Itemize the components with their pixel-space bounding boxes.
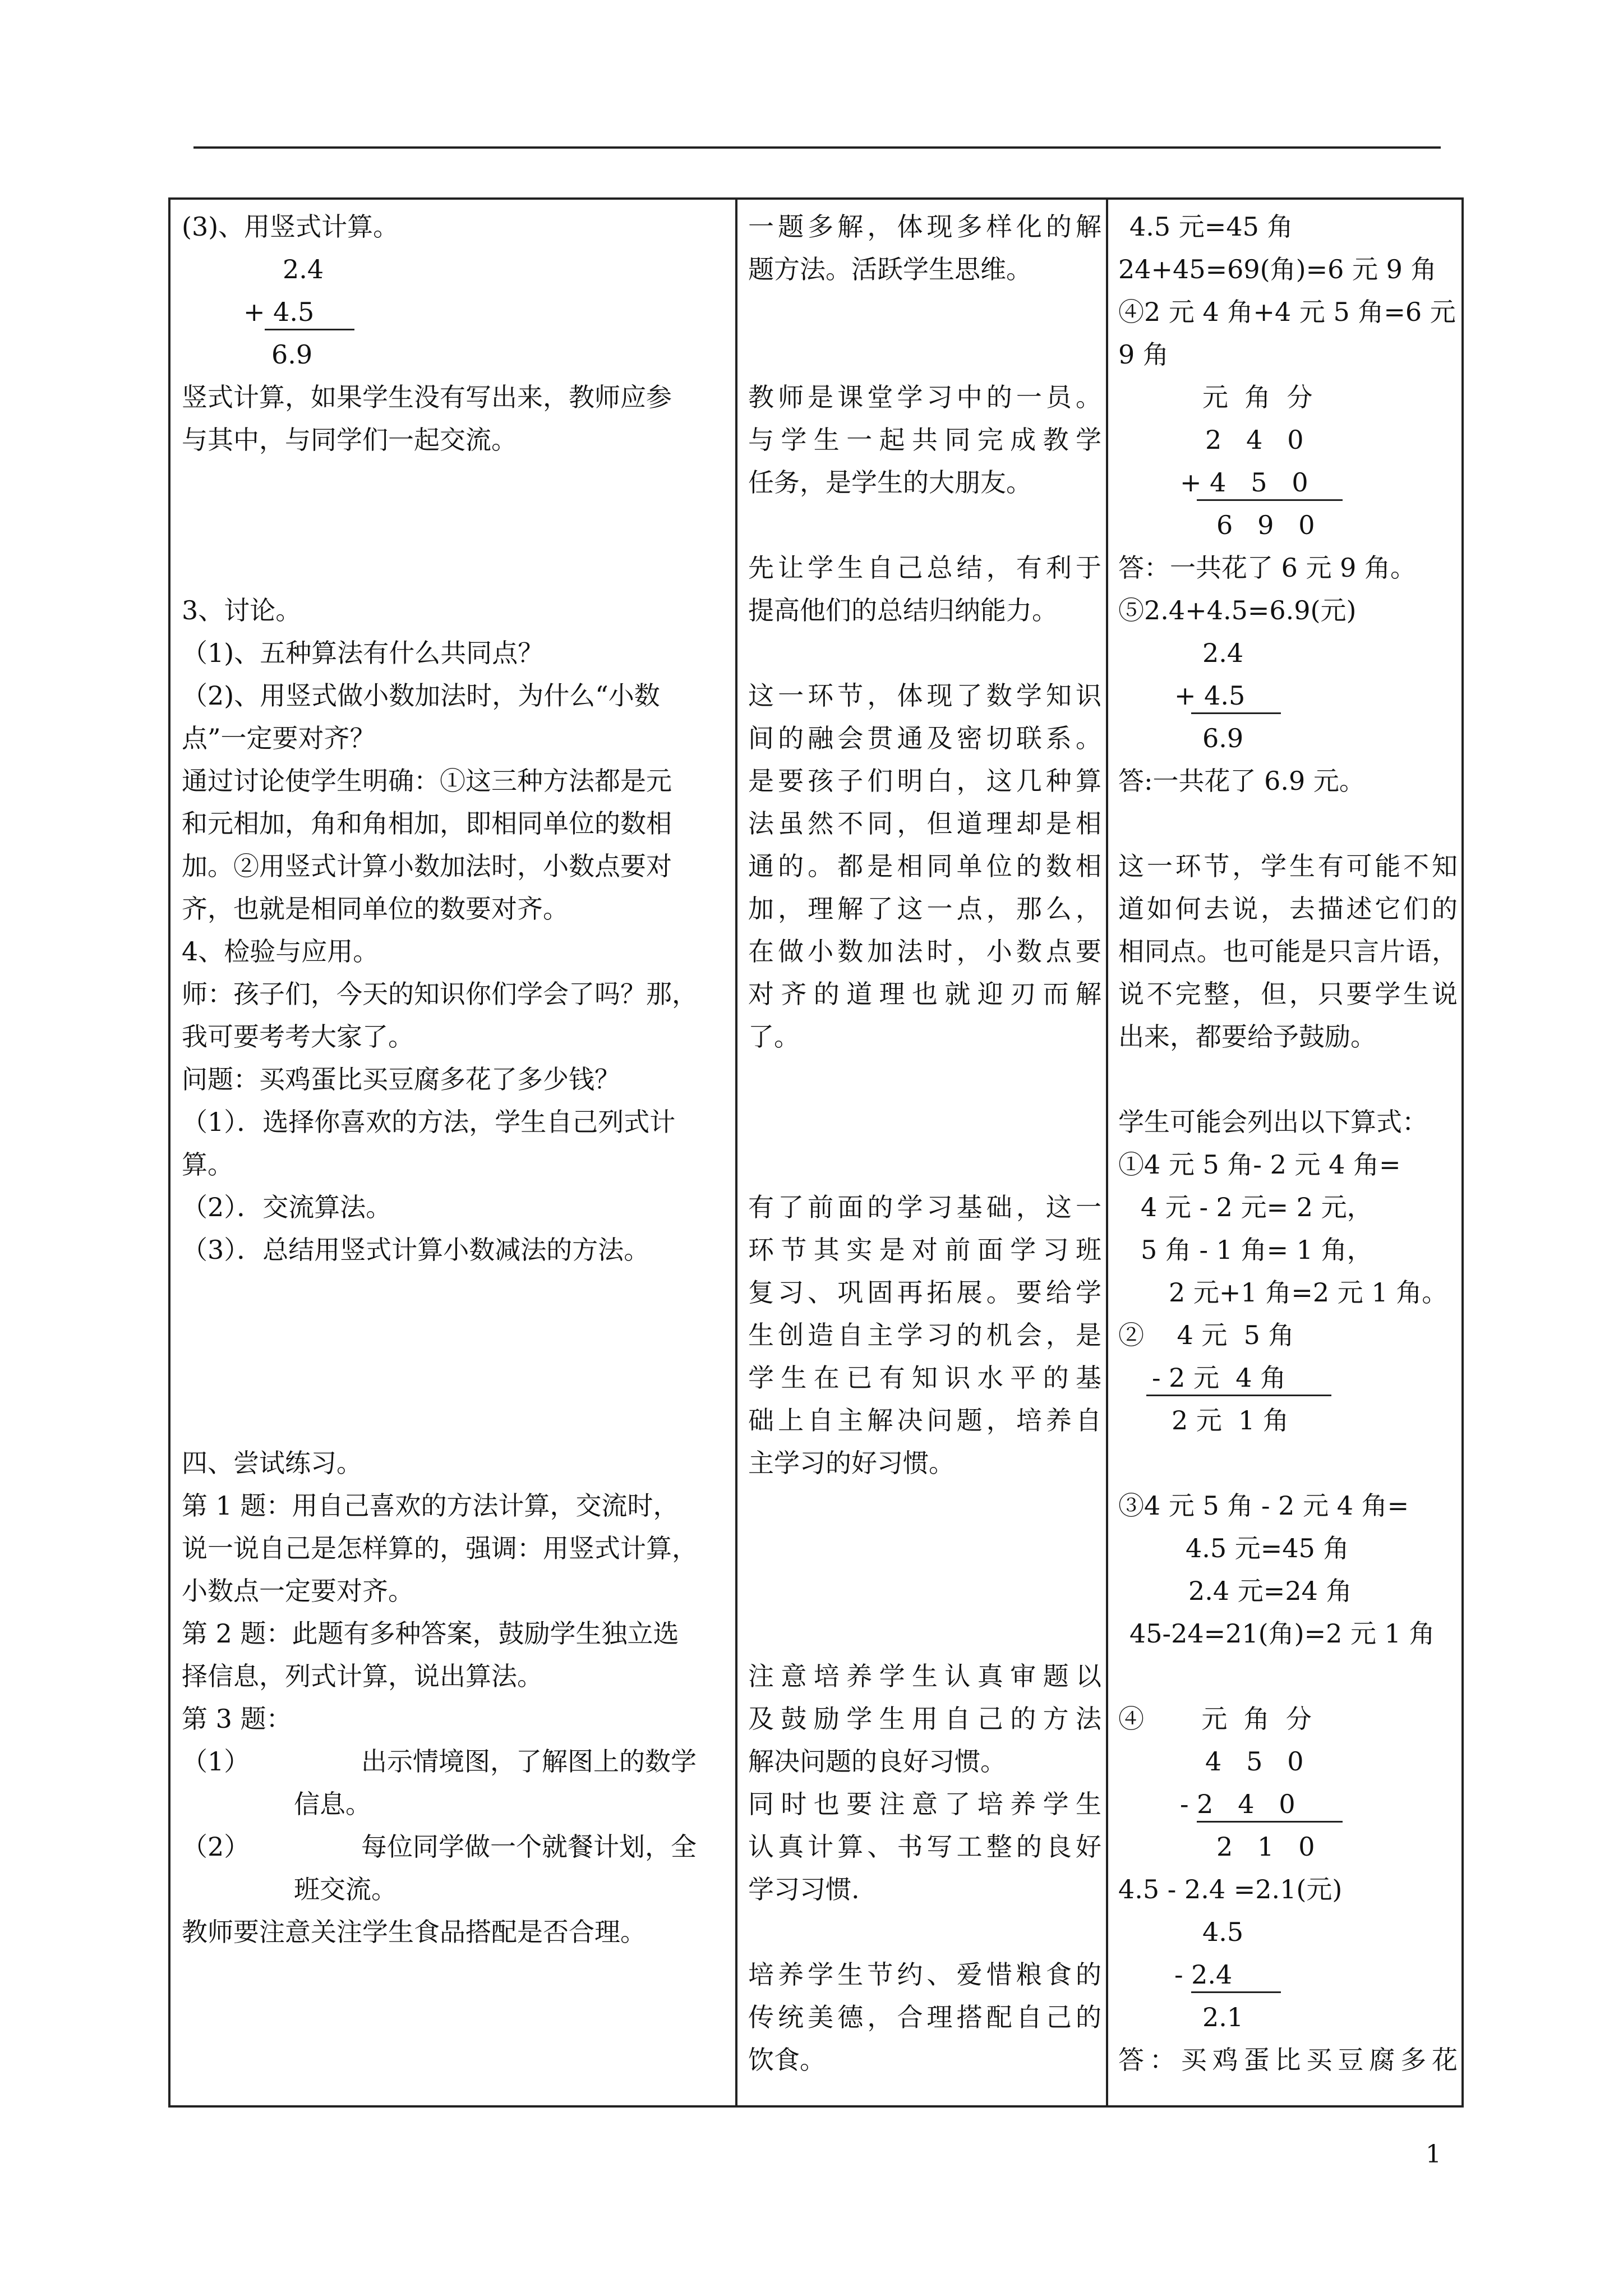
calc-underline: [1146, 1395, 1331, 1396]
vertical-calc-line: 2.4: [1202, 638, 1244, 668]
text-line: 第 3 题：: [182, 1704, 292, 1734]
calc-underline: [1197, 499, 1343, 501]
text-line: 与学生一起共同完成教学: [748, 425, 1101, 455]
text-line: 四、尝试练习。: [182, 1448, 362, 1478]
text-line: 注意培养学生认真审题以: [748, 1661, 1101, 1691]
text-line: 解决问题的良好习惯。: [748, 1746, 1006, 1777]
text-line: 第 1 题：用自己喜欢的方法计算，交流时，: [182, 1490, 679, 1521]
text-line: 加，理解了这一点，那么，: [748, 894, 1101, 924]
text-line: （1)、五种算法有什么共同点？: [182, 638, 544, 668]
vertical-calc-line: - 2.4: [1174, 1959, 1233, 1990]
text-line: 9 角: [1118, 339, 1169, 370]
calc-underline: [1197, 1821, 1343, 1823]
text-line: 传统美德，合理搭配自己的: [748, 2002, 1101, 2032]
text-line: ③4 元 5 角 - 2 元 4 角=: [1118, 1490, 1409, 1521]
text-line: 答：一共花了 6 元 9 角。: [1118, 553, 1417, 583]
text-line: 同时也要注意了培养学生: [748, 1789, 1101, 1819]
text-line: 这一环节，体现了数学知识: [748, 680, 1101, 711]
vertical-calc-line: - 2 元 4 角: [1152, 1363, 1287, 1393]
text-line: 4.5 元=45 角: [1129, 211, 1293, 242]
text-line: 2.4 元=24 角: [1188, 1576, 1352, 1606]
text-line: 4.5 - 2.4 =2.1(元): [1118, 1874, 1343, 1904]
calc-underline: [1191, 1991, 1281, 1993]
text-line: （3）．总结用竖式计算小数减法的方法。: [182, 1235, 650, 1265]
text-line: 信息。: [294, 1789, 371, 1819]
text-line: 4 元 - 2 元= 2 元，: [1141, 1192, 1373, 1222]
vertical-calc-line: + 4.5: [243, 297, 315, 327]
text-line: 有了前面的学习基础，这一: [748, 1192, 1101, 1222]
text-line: 答:一共花了 6.9 元。: [1118, 766, 1365, 796]
text-line: 竖式计算，如果学生没有写出来，教师应参: [182, 382, 672, 412]
text-line: 在做小数加法时，小数点要: [748, 936, 1101, 967]
text-line: 提高他们的总结归纳能力。: [748, 595, 1058, 625]
text-line: 生创造自主学习的机会，是: [748, 1320, 1101, 1350]
text-line: 4、检验与应用。: [182, 936, 379, 967]
vertical-calc-line: + 4.5: [1174, 680, 1246, 711]
text-line: ② 4 元 5 角: [1118, 1320, 1294, 1350]
text-line: （1）．选择你喜欢的方法，学生自己列式计: [182, 1107, 676, 1137]
text-line: 算。: [182, 1149, 233, 1180]
text-line: 通的。都是相同单位的数相: [748, 851, 1101, 881]
text-line: 认真计算、书写工整的良好: [748, 1832, 1101, 1862]
text-line: （2）: [182, 1832, 250, 1862]
calc-underline: [1191, 712, 1281, 714]
text-line: 学生在已有知识水平的基: [748, 1363, 1101, 1393]
text-line: 和元相加，角和角相加，即相同单位的数相: [182, 808, 672, 839]
text-line: 师：孩子们，今天的知识你们学会了吗？那，: [182, 979, 698, 1009]
text-line: 教师要注意关注学生食品搭配是否合理。: [182, 1917, 646, 1947]
text-line: 环节其实是对前面学习班: [748, 1235, 1101, 1265]
vertical-calc-line: 4.5: [1202, 1917, 1244, 1947]
vertical-calc-line: 元 角 分: [1202, 382, 1313, 412]
vertical-calc-line: 2 元 1 角: [1172, 1405, 1289, 1435]
text-line: 每位同学做一个就餐计划，全: [361, 1832, 697, 1862]
text-line: 这一环节，学生有可能不知: [1118, 851, 1458, 881]
text-line: 2 元+1 角=2 元 1 角。: [1169, 1277, 1448, 1308]
text-line: 24+45=69(角)=6 元 9 角: [1118, 254, 1437, 284]
vertical-calc-line: 2.1: [1202, 2002, 1244, 2032]
vertical-calc-line: 6.9: [271, 339, 313, 370]
text-line: 出来，都要给予鼓励。: [1118, 1022, 1376, 1052]
text-line: 齐，也就是相同单位的数要对齐。: [182, 894, 569, 924]
text-line: 相同点。也可能是只言片语，: [1118, 936, 1458, 967]
text-line: 加。②用竖式计算小数加法时，小数点要对: [182, 851, 672, 881]
text-line: （2)、用竖式做小数加法时，为什么“小数: [182, 680, 660, 711]
text-line: ④2 元 4 角+4 元 5 角=6 元: [1118, 297, 1456, 327]
vertical-calc-line: 2 1 0: [1216, 1832, 1315, 1862]
vertical-calc-line: 2 4 0: [1205, 425, 1304, 455]
vertical-calc-line: 2.4: [283, 254, 324, 284]
text-line: 主学习的好习惯。: [748, 1448, 955, 1478]
text-line: 小数点一定要对齐。: [182, 1576, 414, 1606]
text-line: 对齐的道理也就迎刃而解: [748, 979, 1101, 1009]
text-line: 复习、巩固再拓展。要给学: [748, 1277, 1101, 1308]
teaching-process-column: [182, 200, 734, 2105]
vertical-calc-line: 4 5 0: [1205, 1746, 1304, 1777]
text-line: 了。: [748, 1022, 800, 1052]
text-line: 教师是课堂学习中的一员。: [748, 382, 1101, 412]
column-separator: [1106, 200, 1108, 2105]
text-line: 及鼓励学生用自己的方法: [748, 1704, 1101, 1734]
text-line: 3、讨论。: [182, 595, 302, 625]
text-line: 间的融会贯通及密切联系。: [748, 723, 1101, 753]
text-line: 择信息，列式计算，说出算法。: [182, 1661, 543, 1691]
text-line: 一题多解，体现多样化的解: [748, 211, 1101, 242]
text-line: 5 角 - 1 角= 1 角，: [1141, 1235, 1373, 1265]
text-line: 班交流。: [294, 1874, 397, 1904]
text-line: （2）．交流算法。: [182, 1192, 392, 1222]
text-line: ⑤2.4+4.5=6.9(元): [1118, 595, 1357, 625]
text-line: 道如何去说，去描述它们的: [1118, 894, 1458, 924]
text-line: ①4 元 5 角- 2 元 4 角=: [1118, 1149, 1401, 1180]
text-line: 第 2 题：此题有多种答案，鼓励学生独立选: [182, 1618, 679, 1649]
text-line: 4.5 元=45 角: [1186, 1533, 1349, 1563]
text-line: 出示情境图，了解图上的数学: [361, 1746, 697, 1777]
text-line: 题方法。活跃学生思维。: [748, 254, 1032, 284]
text-line: 我可要考考大家了。: [182, 1022, 414, 1052]
text-line: 通过讨论使学生明确：①这三种方法都是元: [182, 766, 672, 796]
text-line: 学生可能会列出以下算式：: [1118, 1107, 1428, 1137]
calc-underline: [265, 329, 354, 330]
vertical-calc-line: - 2 4 0: [1180, 1789, 1295, 1819]
text-line: 说一说自己是怎样算的，强调：用竖式计算，: [182, 1533, 698, 1563]
text-line: （1）: [182, 1746, 250, 1777]
page-number: 1: [1426, 2140, 1441, 2169]
text-line: 45-24=21(角)=2 元 1 角: [1129, 1618, 1435, 1649]
student-work-column: [1118, 200, 1458, 2105]
header-rule: [193, 146, 1441, 149]
text-line: 说不完整，但，只要学生说: [1118, 979, 1458, 1009]
text-line: 培养学生节约、爱惜粮食的: [748, 1959, 1101, 1990]
vertical-calc-line: 6.9: [1202, 723, 1244, 753]
text-line: 任务，是学生的大朋友。: [748, 467, 1032, 498]
text-line: 学习习惯.: [748, 1874, 860, 1904]
vertical-calc-line: + 4 5 0: [1180, 467, 1308, 498]
text-line: 是要孩子们明白，这几种算: [748, 766, 1101, 796]
design-intent-column: [748, 200, 1101, 2105]
text-line: 问题：买鸡蛋比买豆腐多花了多少钱？: [182, 1064, 620, 1094]
text-line: 饮食。: [748, 2045, 826, 2075]
column-separator: [735, 200, 737, 2105]
text-line: 先让学生自己总结，有利于: [748, 553, 1101, 583]
vertical-calc-line: 6 9 0: [1216, 510, 1315, 540]
text-line: (3)、用竖式计算。: [182, 211, 399, 242]
text-line: 答：买鸡蛋比买豆腐多花: [1118, 2045, 1458, 2075]
lesson-plan-table: [168, 197, 1464, 2108]
text-line: ④ 元 角 分: [1118, 1704, 1312, 1734]
text-line: 法虽然不同，但道理却是相: [748, 808, 1101, 839]
text-line: 点”一定要对齐？: [182, 723, 376, 753]
text-line: 础上自主解决问题，培养自: [748, 1405, 1101, 1435]
text-line: 与其中，与同学们一起交流。: [182, 425, 517, 455]
